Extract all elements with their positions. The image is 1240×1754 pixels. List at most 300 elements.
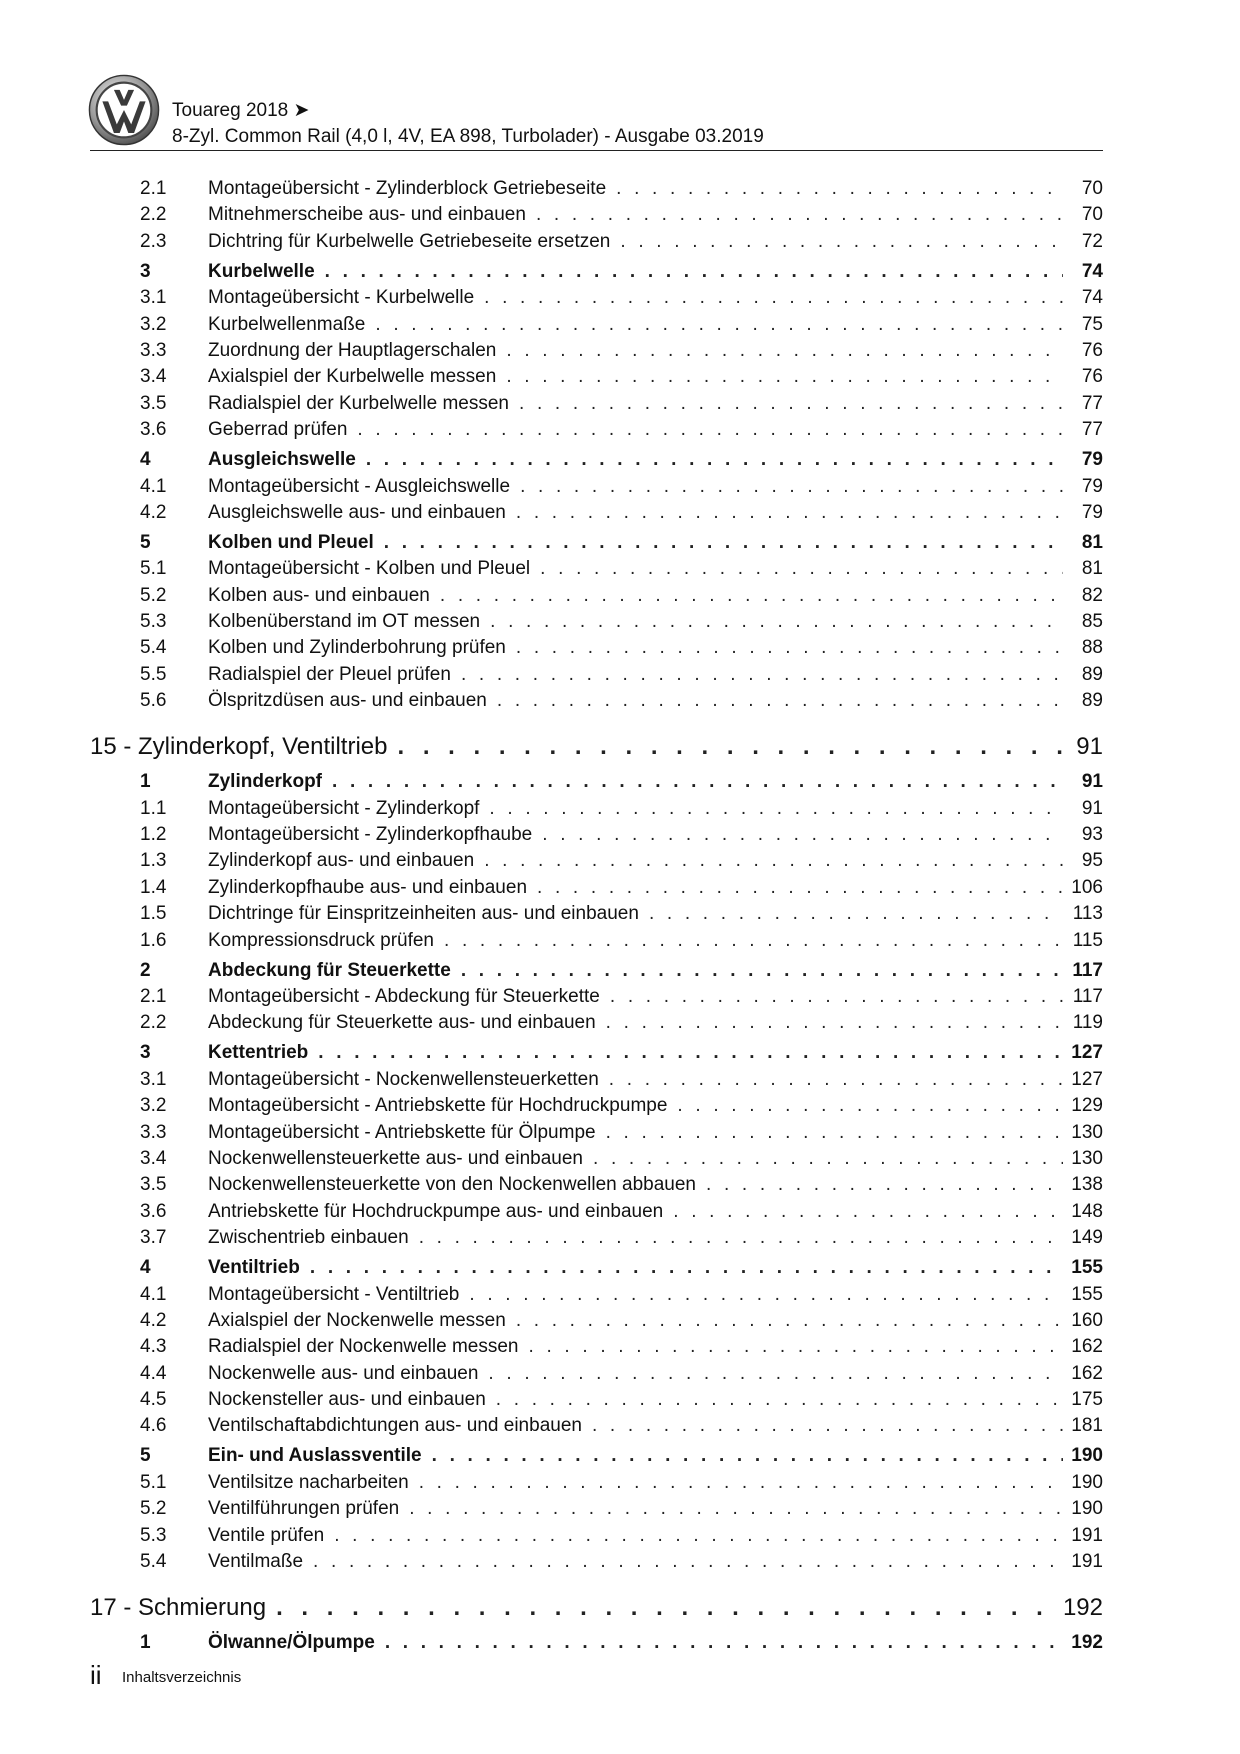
toc-dot-leader <box>506 364 1063 390</box>
toc-entry-line <box>208 1172 1103 1198</box>
toc-entry-line <box>208 1387 1103 1413</box>
toc-entry-number: 5.3 <box>140 1524 167 1546</box>
toc-entry-page: 162 <box>1071 1336 1103 1358</box>
toc-entry-number: 3.2 <box>140 1095 167 1117</box>
toc-entry-page: 79 <box>1081 475 1103 497</box>
toc-entry-number: 5.1 <box>140 1471 167 1493</box>
toc-entry-title: Ausgleichswelle <box>208 449 356 471</box>
toc-entry-title: 15 - Zylinderkopf, Ventiltrieb <box>90 733 388 761</box>
toc-entry-page: 93 <box>1081 824 1103 846</box>
toc-entry-title: Zuordnung der Hauptlagerschalen <box>208 339 497 361</box>
toc-entry-number: 5.2 <box>140 1498 167 1520</box>
toc-entry-line <box>208 1443 1103 1469</box>
toc-entry-page: 79 <box>1081 501 1103 523</box>
toc-entry-number: 3.6 <box>140 419 167 441</box>
toc-entry[interactable] <box>90 1334 1103 1360</box>
toc-dot-leader <box>620 229 1063 255</box>
toc-entry-line <box>208 848 1103 874</box>
toc-dot-leader <box>484 285 1063 311</box>
toc-entry-title: Dichtringe für Einspritzeinheiten aus- und einbauen <box>208 903 639 925</box>
toc-entry-page: 127 <box>1071 1042 1103 1064</box>
toc-entry-line <box>208 1334 1103 1360</box>
toc-entry-title: Nockenwellensteuerkette aus- und einbauen <box>208 1147 583 1169</box>
toc-entry-line <box>208 417 1103 443</box>
toc-entry-number: 5.6 <box>140 690 167 712</box>
toc-entry-page: 91 <box>1081 771 1103 793</box>
toc-section[interactable] <box>90 530 1103 556</box>
toc-section[interactable] <box>90 958 1103 984</box>
toc-entry-page: 192 <box>1062 1594 1103 1622</box>
toc-entry-page: 190 <box>1071 1498 1103 1520</box>
toc-chapter[interactable] <box>90 1590 1103 1626</box>
toc-dot-leader <box>516 1308 1063 1334</box>
toc-entry-number: 3.4 <box>140 366 167 388</box>
toc-entry-page: 117 <box>1072 985 1103 1007</box>
toc-entry-title: Zwischentrieb einbauen <box>208 1227 409 1249</box>
toc-entry-number: 5.4 <box>140 637 167 659</box>
toc-entry-line <box>208 1470 1103 1496</box>
header-title: Touareg 2018 ➤ <box>172 100 310 121</box>
toc-entry-number: 1 <box>140 1632 151 1654</box>
table-of-contents <box>90 176 1103 1656</box>
toc-entry-number: 1.2 <box>140 824 167 846</box>
toc-entry-number: 2.1 <box>140 985 167 1007</box>
toc-dot-leader <box>334 1523 1063 1549</box>
toc-entry-line <box>208 176 1103 202</box>
toc-entry-line <box>208 1093 1103 1119</box>
toc-dot-leader <box>610 984 1063 1010</box>
toc-entry-title: Montageübersicht - Ventiltrieb <box>208 1283 460 1305</box>
toc-entry[interactable] <box>90 796 1103 822</box>
toc-entry-line <box>208 259 1103 285</box>
toc-entry-line <box>208 1040 1103 1066</box>
toc-entry-title: Ventilmaße <box>208 1551 304 1573</box>
toc-entry-title: Montageübersicht - Kolben und Pleuel <box>208 558 531 580</box>
toc-entry-page: 76 <box>1081 339 1103 361</box>
toc-entry-line <box>208 822 1103 848</box>
toc-dot-leader <box>616 176 1063 202</box>
toc-entry-number: 5 <box>140 531 151 553</box>
toc-entry[interactable] <box>90 176 1103 202</box>
toc-entry-page: 191 <box>1071 1551 1103 1573</box>
toc-entry[interactable] <box>90 1496 1103 1522</box>
toc-dot-leader <box>332 769 1063 795</box>
toc-entry-title: Nockenwelle aus- und einbauen <box>208 1362 479 1384</box>
toc-entry[interactable] <box>90 1067 1103 1093</box>
toc-entry-page: 129 <box>1071 1095 1103 1117</box>
toc-entry-page: 138 <box>1071 1174 1103 1196</box>
toc-entry-page: 148 <box>1071 1200 1103 1222</box>
toc-entry-line <box>208 202 1103 228</box>
toc-dot-leader <box>432 1443 1063 1469</box>
toc-entry-title: Geberrad prüfen <box>208 419 348 441</box>
toc-entry-page: 72 <box>1081 230 1103 252</box>
toc-entry[interactable] <box>90 1093 1103 1119</box>
toc-entry-number: 5.5 <box>140 663 167 685</box>
toc-entry-line <box>208 1549 1103 1575</box>
toc-entry-title: Ein- und Auslassventile <box>208 1445 422 1467</box>
toc-entry-line <box>208 530 1103 556</box>
toc-dot-leader <box>489 796 1063 822</box>
toc-entry-line <box>208 285 1103 311</box>
toc-entry-title: Montageübersicht - Zylinderblock Getriebeseite <box>208 178 607 199</box>
toc-entry-page: 115 <box>1072 929 1103 951</box>
toc-entry-number: 3.4 <box>140 1147 167 1169</box>
toc-entry-number: 4 <box>140 449 151 471</box>
toc-entry[interactable] <box>90 338 1103 364</box>
toc-entry-line <box>208 1146 1103 1172</box>
toc-dot-leader <box>385 1630 1063 1656</box>
toc-entry[interactable] <box>90 1470 1103 1496</box>
toc-entry-number: 5.2 <box>140 584 167 606</box>
toc-entry-line <box>208 1523 1103 1549</box>
toc-dot-leader <box>313 1549 1063 1575</box>
toc-dot-leader <box>496 1387 1063 1413</box>
toc-entry[interactable] <box>90 1010 1103 1036</box>
toc-dot-leader <box>606 1010 1063 1036</box>
toc-entry-title: Kolben und Pleuel <box>208 531 374 553</box>
toc-entry-title: Montageübersicht - Zylinderkopf <box>208 797 480 819</box>
toc-entry-line <box>208 958 1103 984</box>
toc-entry[interactable] <box>90 391 1103 417</box>
toc-entry-title: Ventilführungen prüfen <box>208 1498 400 1520</box>
toc-dot-leader <box>529 1334 1064 1360</box>
toc-entry-line <box>208 1496 1103 1522</box>
toc-entry-page: 149 <box>1071 1227 1103 1249</box>
toc-entry-page: 106 <box>1071 876 1103 898</box>
toc-entry-page: 70 <box>1081 204 1103 226</box>
toc-dot-leader <box>397 729 1063 765</box>
toc-entry-line <box>208 1120 1103 1146</box>
toc-dot-leader <box>609 1067 1063 1093</box>
toc-section[interactable] <box>90 1040 1103 1066</box>
toc-entry-title: Montageübersicht - Kurbelwelle <box>208 287 475 309</box>
toc-entry-page: 76 <box>1081 366 1103 388</box>
toc-entry-number: 2.1 <box>140 178 167 199</box>
toc-dot-leader <box>440 583 1063 609</box>
toc-entry[interactable] <box>90 875 1103 901</box>
toc-dot-leader <box>649 901 1063 927</box>
toc-entry-line <box>208 769 1103 795</box>
toc-entry[interactable] <box>90 202 1103 228</box>
toc-entry-page: 89 <box>1081 663 1103 685</box>
toc-entry[interactable] <box>90 500 1103 526</box>
toc-entry-line <box>208 1308 1103 1334</box>
toc-entry-line <box>208 1199 1103 1225</box>
toc-entry-title: Nockenwellensteuerkette von den Nockenwellen abbauen <box>208 1174 696 1196</box>
toc-entry-page: 117 <box>1072 959 1103 981</box>
toc-entry-number: 3 <box>140 260 151 282</box>
toc-entry-title: Kettentrieb <box>208 1042 309 1064</box>
toc-entry-number: 4.3 <box>140 1336 167 1358</box>
header-subtitle: 8-Zyl. Common Rail (4,0 l, 4V, EA 898, Turbolader) - Ausgabe 03.2019 <box>172 126 764 147</box>
footer-page-number: ii <box>90 1660 102 1690</box>
toc-entry-title: Ausgleichswelle aus- und einbauen <box>208 501 506 523</box>
toc-entry-title: 17 - Schmierung <box>90 1594 267 1622</box>
toc-entry-page: 89 <box>1081 690 1103 712</box>
toc-section[interactable] <box>90 769 1103 795</box>
toc-entry-number: 5.3 <box>140 611 167 633</box>
toc-entry-page: 119 <box>1072 1012 1103 1034</box>
toc-entry-page: 75 <box>1081 313 1103 335</box>
toc-entry-title: Axialspiel der Kurbelwelle messen <box>208 366 497 388</box>
toc-entry[interactable] <box>90 822 1103 848</box>
toc-entry-line <box>208 901 1103 927</box>
toc-dot-leader <box>520 474 1063 500</box>
toc-dot-leader <box>706 1172 1063 1198</box>
toc-entry-number: 4 <box>140 1257 151 1279</box>
toc-entry-page: 192 <box>1071 1632 1103 1654</box>
toc-entry-page: 160 <box>1071 1309 1103 1331</box>
toc-entry-title: Kolben und Zylinderbohrung prüfen <box>208 637 506 659</box>
toc-entry[interactable] <box>90 417 1103 443</box>
toc-entry[interactable] <box>90 1172 1103 1198</box>
toc-entry-number: 3.5 <box>140 1174 167 1196</box>
toc-entry[interactable] <box>90 928 1103 954</box>
toc-dot-leader <box>276 1590 1055 1626</box>
toc-entry-page: 175 <box>1071 1389 1103 1411</box>
toc-entry-title: Montageübersicht - Ausgleichswelle <box>208 475 511 497</box>
toc-dot-leader <box>461 958 1063 984</box>
toc-dot-leader <box>366 447 1063 473</box>
toc-entry-number: 3.1 <box>140 287 167 309</box>
toc-entry-title: Ventilschaftabdichtungen aus- und einbauen <box>208 1415 582 1437</box>
toc-dot-leader <box>409 1496 1063 1522</box>
toc-entry-page: 77 <box>1081 419 1103 441</box>
toc-dot-leader <box>536 202 1063 228</box>
toc-entry[interactable] <box>90 1361 1103 1387</box>
toc-entry[interactable] <box>90 1225 1103 1251</box>
toc-entry-line <box>208 1067 1103 1093</box>
toc-dot-leader <box>384 530 1063 556</box>
toc-entry[interactable] <box>90 229 1103 255</box>
toc-entry-title: Zylinderkopf aus- und einbauen <box>208 850 475 872</box>
toc-entry-title: Antriebskette für Hochdruckpumpe aus- und einbauen <box>208 1200 664 1222</box>
toc-entry-number: 3.3 <box>140 339 167 361</box>
toc-dot-leader <box>490 609 1063 635</box>
toc-dot-leader <box>357 417 1063 443</box>
toc-entry[interactable] <box>90 848 1103 874</box>
toc-entry-number: 2.2 <box>140 1012 167 1034</box>
toc-entry-line <box>208 1010 1103 1036</box>
toc-entry-page: 91 <box>1081 797 1103 819</box>
toc-entry-number: 3.3 <box>140 1121 167 1143</box>
toc-entry[interactable] <box>90 609 1103 635</box>
toc-entry-line <box>208 1282 1103 1308</box>
toc-entry[interactable] <box>90 1146 1103 1172</box>
toc-entry-line <box>208 474 1103 500</box>
toc-entry-number: 3.2 <box>140 313 167 335</box>
toc-entry-number: 5.1 <box>140 558 167 580</box>
toc-dot-leader <box>484 848 1063 874</box>
toc-section[interactable] <box>90 447 1103 473</box>
toc-entry-number: 2 <box>140 959 151 981</box>
toc-entry-line <box>208 1255 1103 1281</box>
toc-entry-line <box>208 875 1103 901</box>
toc-entry-number: 1.1 <box>140 797 167 819</box>
toc-entry[interactable] <box>90 1387 1103 1413</box>
toc-dot-leader <box>673 1199 1063 1225</box>
toc-entry[interactable] <box>90 1413 1103 1439</box>
toc-entry-line <box>208 1413 1103 1439</box>
toc-entry-number: 3 <box>140 1042 151 1064</box>
toc-entry[interactable] <box>90 635 1103 661</box>
toc-entry-title: Montageübersicht - Nockenwellensteuerketten <box>208 1068 599 1090</box>
toc-entry[interactable] <box>90 583 1103 609</box>
toc-entry-page: 91 <box>1076 733 1103 761</box>
toc-entry-title: Kurbelwellenmaße <box>208 313 366 335</box>
toc-dot-leader <box>419 1470 1063 1496</box>
toc-entry-number: 3.7 <box>140 1227 167 1249</box>
toc-entry-line <box>208 500 1103 526</box>
toc-section[interactable] <box>90 1630 1103 1656</box>
toc-entry-line <box>208 796 1103 822</box>
toc-entry-title: Zylinderkopfhaube aus- und einbauen <box>208 876 528 898</box>
toc-entry-page: 82 <box>1081 584 1103 606</box>
toc-entry[interactable] <box>90 1308 1103 1334</box>
toc-entry-page: 81 <box>1081 558 1103 580</box>
toc-entry-title: Ölwanne/Ölpumpe <box>208 1632 375 1654</box>
toc-section[interactable] <box>90 1255 1103 1281</box>
toc-section[interactable] <box>90 1443 1103 1469</box>
toc-entry-number: 2.3 <box>140 230 167 252</box>
toc-entry-title: Montageübersicht - Antriebskette für Hochdruckpumpe <box>208 1095 668 1117</box>
toc-entry[interactable] <box>90 474 1103 500</box>
toc-entry[interactable] <box>90 1549 1103 1575</box>
toc-entry-line <box>208 1361 1103 1387</box>
toc-entry[interactable] <box>90 688 1103 714</box>
toc-entry-number: 5.4 <box>140 1551 167 1573</box>
toc-entry-line <box>208 312 1103 338</box>
toc-dot-leader <box>537 875 1063 901</box>
toc-dot-leader <box>506 338 1063 364</box>
toc-dot-leader <box>593 1146 1063 1172</box>
vw-logo-icon <box>88 74 160 146</box>
toc-entry-number: 4.2 <box>140 501 167 523</box>
toc-entry-title: Montageübersicht - Abdeckung für Steuerkette <box>208 985 600 1007</box>
toc-dot-leader <box>540 556 1063 582</box>
toc-dot-leader <box>606 1120 1063 1146</box>
toc-entry-number: 4.1 <box>140 475 167 497</box>
toc-entry[interactable] <box>90 285 1103 311</box>
toc-entry-page: 113 <box>1072 903 1103 925</box>
toc-dot-leader <box>677 1093 1063 1119</box>
toc-entry-number: 1.4 <box>140 876 167 898</box>
toc-entry-title: Ventiltrieb <box>208 1257 300 1279</box>
toc-entry[interactable] <box>90 984 1103 1010</box>
toc-entry[interactable] <box>90 312 1103 338</box>
toc-dot-leader <box>375 312 1063 338</box>
toc-entry[interactable] <box>90 556 1103 582</box>
toc-entry-page: 79 <box>1081 449 1103 471</box>
toc-entry-title: Radialspiel der Pleuel prüfen <box>208 663 451 685</box>
toc-entry-page: 191 <box>1071 1524 1103 1546</box>
toc-entry-line <box>208 1630 1103 1656</box>
toc-entry-title: Kurbelwelle <box>208 260 315 282</box>
toc-entry-page: 130 <box>1071 1121 1103 1143</box>
toc-entry-title: Axialspiel der Nockenwelle messen <box>208 1309 506 1331</box>
toc-entry-title: Montageübersicht - Zylinderkopfhaube <box>208 824 533 846</box>
toc-chapter[interactable] <box>90 729 1103 765</box>
toc-entry-number: 4.6 <box>140 1415 167 1437</box>
toc-entry-number: 5 <box>140 1445 151 1467</box>
toc-entry-line <box>208 364 1103 390</box>
toc-dot-leader <box>318 1040 1063 1066</box>
toc-entry[interactable] <box>90 364 1103 390</box>
toc-entry[interactable] <box>90 662 1103 688</box>
toc-entry-line <box>208 447 1103 473</box>
toc-section[interactable] <box>90 259 1103 285</box>
toc-entry-page: 70 <box>1081 178 1103 199</box>
toc-entry-page: 77 <box>1081 392 1103 414</box>
toc-entry-page: 190 <box>1071 1445 1103 1467</box>
toc-entry-line <box>90 729 1103 765</box>
toc-dot-leader <box>419 1225 1063 1251</box>
toc-entry-number: 4.5 <box>140 1389 167 1411</box>
toc-entry-page: 190 <box>1071 1471 1103 1493</box>
toc-entry-line <box>208 229 1103 255</box>
toc-entry-page: 88 <box>1081 637 1103 659</box>
toc-entry-line <box>208 609 1103 635</box>
toc-entry-page: 74 <box>1081 260 1103 282</box>
toc-entry[interactable] <box>90 1199 1103 1225</box>
toc-entry-line <box>208 556 1103 582</box>
toc-entry-title: Dichtring für Kurbelwelle Getriebeseite ersetzen <box>208 230 611 252</box>
toc-entry[interactable] <box>90 1120 1103 1146</box>
toc-entry-title: Abdeckung für Steuerkette <box>208 959 451 981</box>
toc-entry-title: Montageübersicht - Antriebskette für Ölpumpe <box>208 1121 596 1143</box>
toc-dot-leader <box>497 688 1063 714</box>
toc-entry-line <box>208 1225 1103 1251</box>
toc-entry-title: Abdeckung für Steuerkette aus- und einbauen <box>208 1012 596 1034</box>
toc-entry-number: 1.6 <box>140 929 167 951</box>
toc-entry-page: 181 <box>1071 1415 1103 1437</box>
toc-entry-line <box>208 928 1103 954</box>
toc-entry-title: Kolbenüberstand im OT messen <box>208 611 481 633</box>
toc-dot-leader <box>488 1361 1063 1387</box>
toc-entry-number: 3.5 <box>140 392 167 414</box>
toc-entry-title: Kompressionsdruck prüfen <box>208 929 434 951</box>
toc-entry-page: 130 <box>1071 1147 1103 1169</box>
toc-entry-line <box>208 662 1103 688</box>
toc-dot-leader <box>325 259 1063 285</box>
toc-entry-page: 155 <box>1071 1283 1103 1305</box>
toc-dot-leader <box>444 928 1063 954</box>
toc-entry-number: 3.6 <box>140 1200 167 1222</box>
toc-entry-number: 4.4 <box>140 1362 167 1384</box>
toc-entry-number: 3.1 <box>140 1068 167 1090</box>
toc-entry[interactable] <box>90 1282 1103 1308</box>
header-rule <box>90 150 1103 151</box>
toc-dot-leader <box>592 1413 1063 1439</box>
toc-entry-title: Ventile prüfen <box>208 1524 325 1546</box>
toc-entry-page: 85 <box>1081 611 1103 633</box>
toc-entry-title: Nockensteller aus- und einbauen <box>208 1389 486 1411</box>
toc-entry-line <box>208 688 1103 714</box>
toc-entry-page: 74 <box>1081 287 1103 309</box>
toc-dot-leader <box>461 662 1063 688</box>
toc-entry[interactable] <box>90 901 1103 927</box>
toc-entry-page: 155 <box>1071 1257 1103 1279</box>
toc-dot-leader <box>542 822 1063 848</box>
toc-entry-number: 4.1 <box>140 1283 167 1305</box>
toc-dot-leader <box>310 1255 1063 1281</box>
toc-entry-title: Radialspiel der Kurbelwelle messen <box>208 392 509 414</box>
toc-entry-title: Zylinderkopf <box>208 771 323 793</box>
toc-entry-page: 81 <box>1081 531 1103 553</box>
toc-entry[interactable] <box>90 1523 1103 1549</box>
toc-dot-leader <box>516 635 1063 661</box>
